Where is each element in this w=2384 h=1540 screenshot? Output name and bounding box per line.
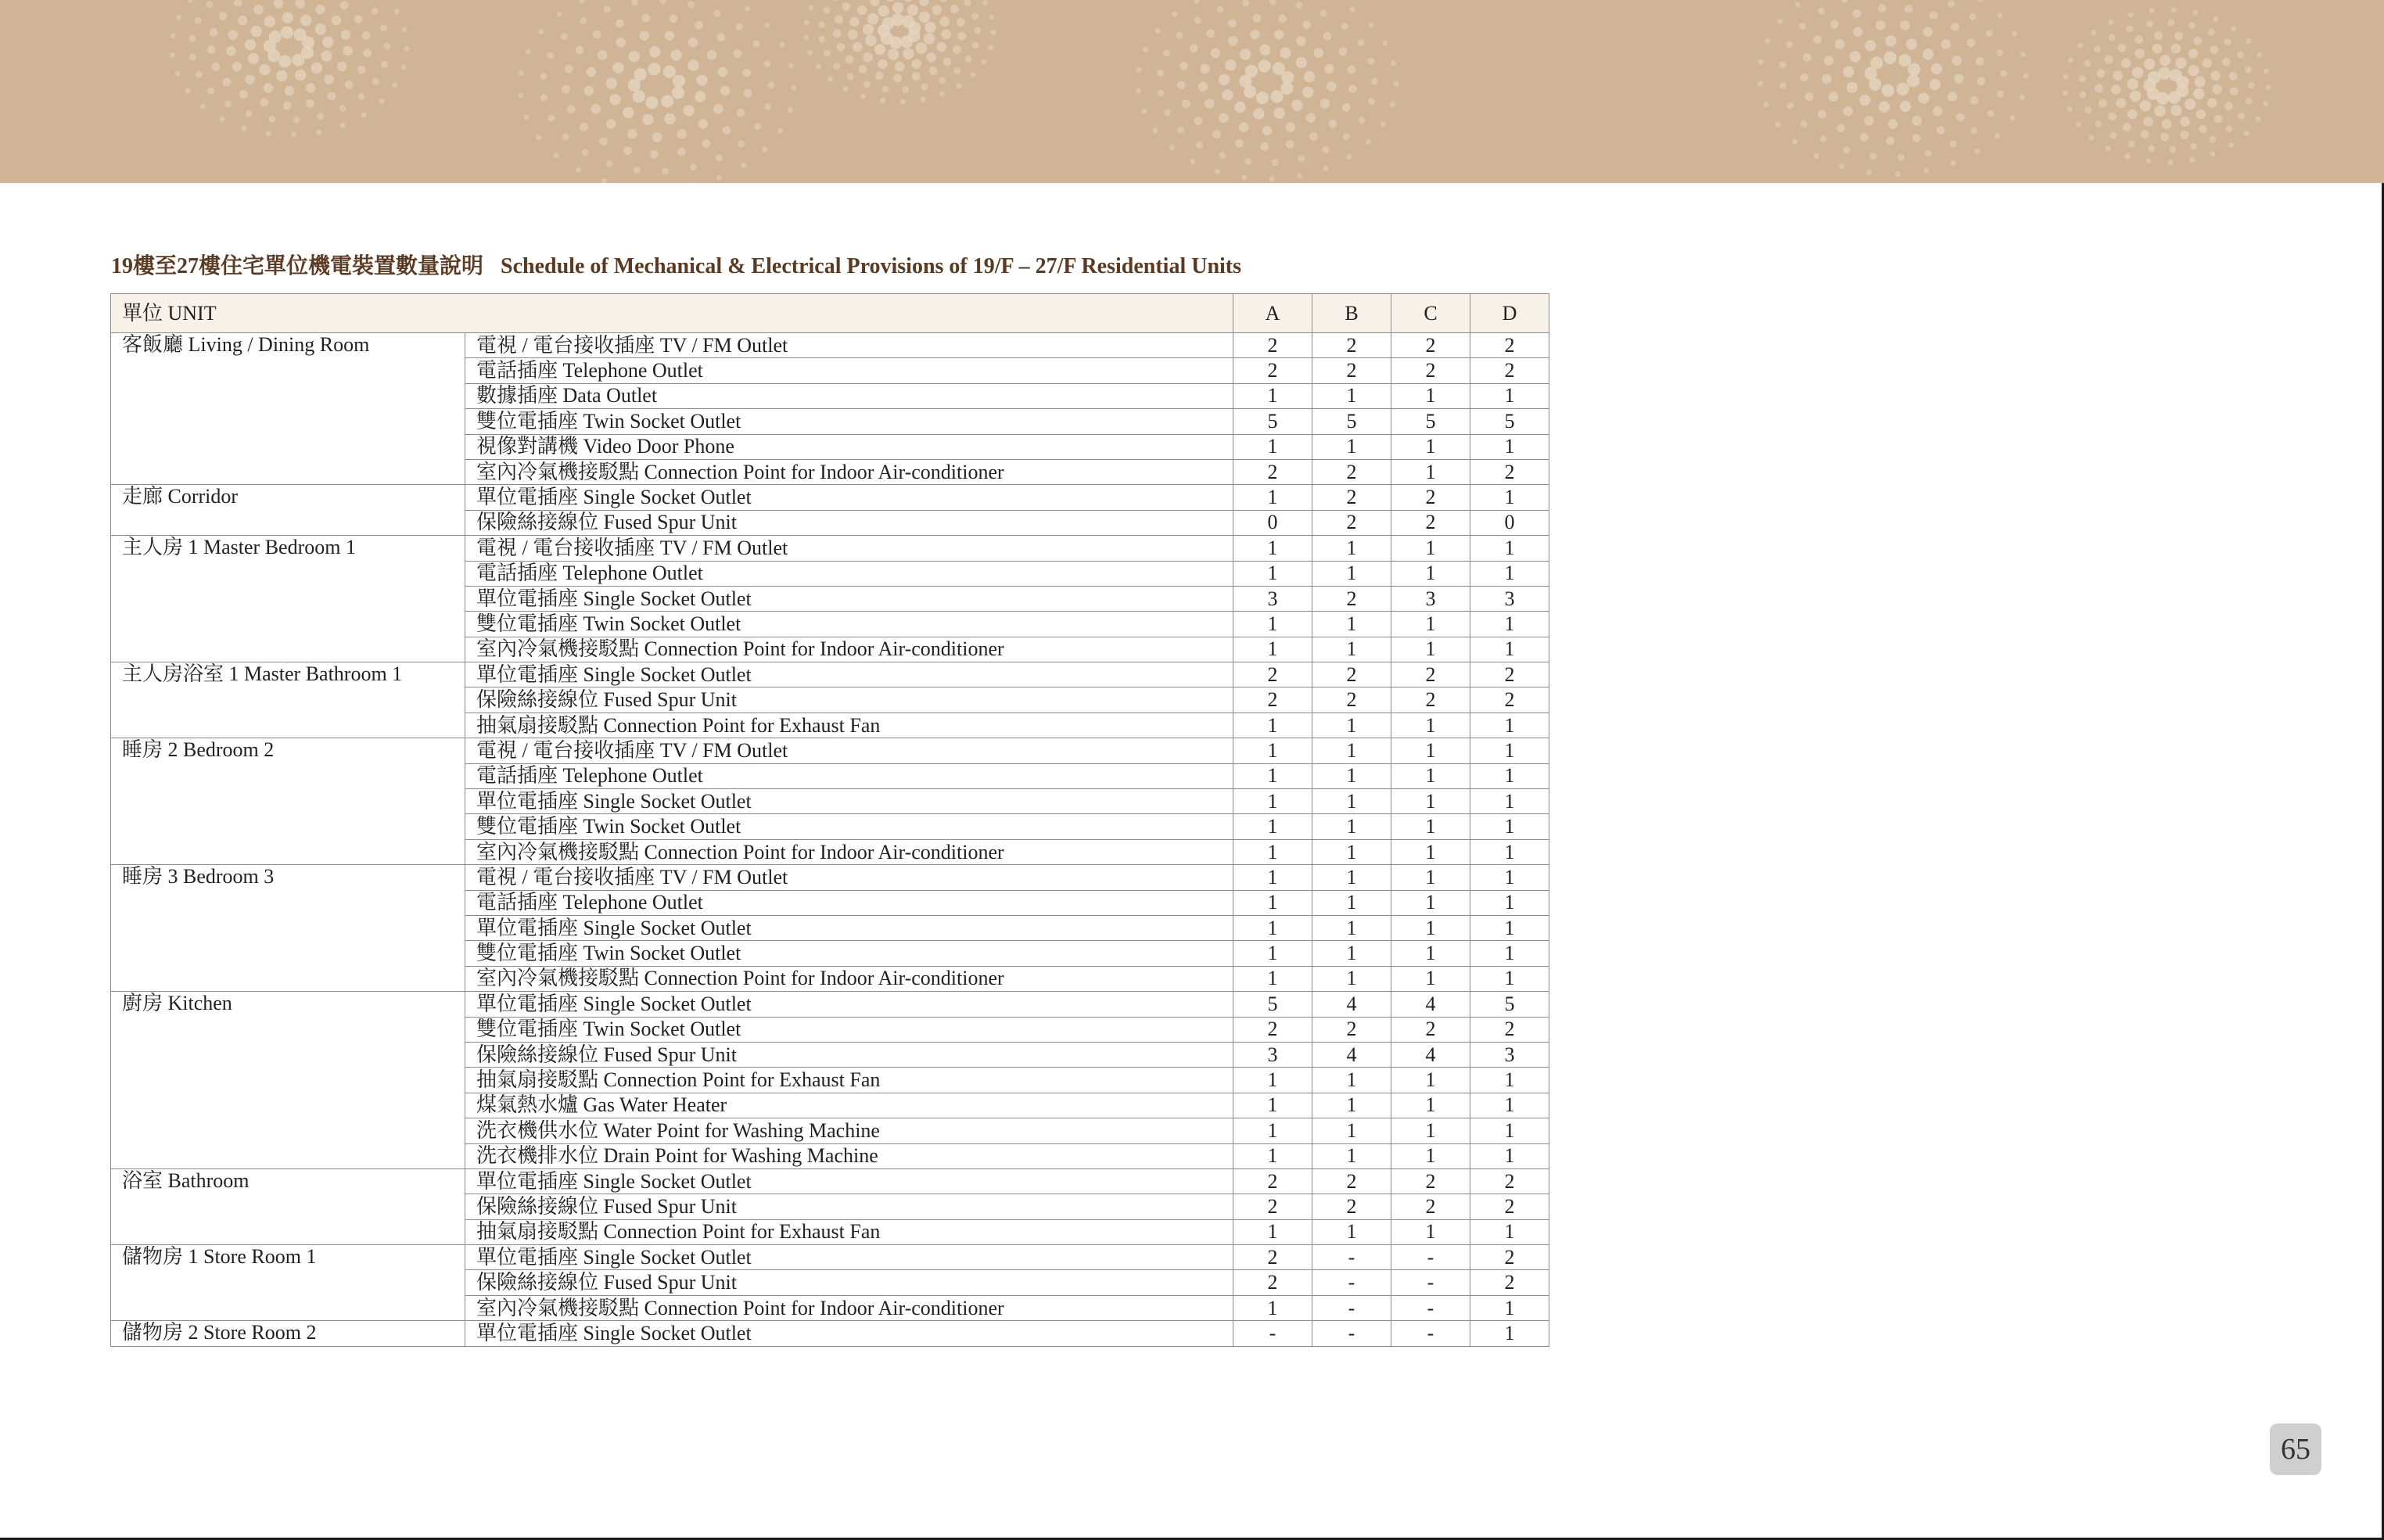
provision-item-cell: 保險絲接線位 Fused Spur Unit — [465, 687, 1233, 713]
room-name-cell: 走廊 Corridor — [111, 485, 465, 536]
page-title-zh: 19樓至27樓住宅單位機電裝置數量說明 — [111, 254, 484, 278]
quantity-cell-a: 1 — [1233, 637, 1312, 662]
quantity-cell-d: 1 — [1470, 1093, 1549, 1118]
quantity-cell-a: 1 — [1233, 1093, 1312, 1118]
header-unit-label: 單位 UNIT — [111, 294, 1233, 333]
table-row — [111, 1321, 1549, 1346]
provision-item-cell: 雙位電插座 Twin Socket Outlet — [465, 612, 1233, 637]
quantity-cell-c: - — [1391, 1270, 1470, 1295]
table-row — [111, 1168, 1549, 1194]
quantity-cell-b: 1 — [1312, 561, 1391, 586]
provision-item-cell: 電話插座 Telephone Outlet — [465, 561, 1233, 586]
quantity-cell-a: 1 — [1233, 383, 1312, 408]
quantity-cell-b: 1 — [1312, 915, 1391, 940]
provision-item-cell: 保險絲接線位 Fused Spur Unit — [465, 1270, 1233, 1295]
quantity-cell-d: 1 — [1470, 612, 1549, 637]
quantity-cell-c: 2 — [1391, 485, 1470, 510]
table-row — [111, 865, 1549, 890]
quantity-cell-b: 1 — [1312, 839, 1391, 864]
quantity-cell-d: 1 — [1470, 1219, 1549, 1244]
quantity-cell-c: 1 — [1391, 1143, 1470, 1168]
quantity-cell-b: 2 — [1312, 662, 1391, 687]
provisions-table — [110, 293, 1549, 1347]
quantity-cell-b: 4 — [1312, 992, 1391, 1017]
quantity-cell-b: - — [1312, 1270, 1391, 1295]
quantity-cell-c: - — [1391, 1295, 1470, 1320]
quantity-cell-a: 2 — [1233, 333, 1312, 358]
quantity-cell-a: 5 — [1233, 992, 1312, 1017]
header-column-b: B — [1312, 294, 1391, 333]
quantity-cell-d: 0 — [1470, 510, 1549, 535]
quantity-cell-b: 1 — [1312, 1068, 1391, 1093]
quantity-cell-b: - — [1312, 1245, 1391, 1270]
provision-item-cell: 保險絲接線位 Fused Spur Unit — [465, 510, 1233, 535]
quantity-cell-d: 3 — [1470, 586, 1549, 611]
quantity-cell-b: 5 — [1312, 409, 1391, 434]
quantity-cell-d: 1 — [1470, 1118, 1549, 1143]
room-name-cell: 廚房 Kitchen — [111, 992, 465, 1169]
quantity-cell-c: 1 — [1391, 561, 1470, 586]
quantity-cell-a: 1 — [1233, 1143, 1312, 1168]
quantity-cell-b: 2 — [1312, 485, 1391, 510]
room-name-cell: 睡房 3 Bedroom 3 — [111, 865, 465, 992]
quantity-cell-d: 1 — [1470, 763, 1549, 788]
dot-pattern-decoration — [0, 0, 2384, 183]
quantity-cell-a: 1 — [1233, 966, 1312, 991]
quantity-cell-c: 1 — [1391, 713, 1470, 738]
table-row — [111, 1245, 1549, 1270]
quantity-cell-d: 2 — [1470, 687, 1549, 713]
quantity-cell-c: 1 — [1391, 1093, 1470, 1118]
quantity-cell-c: 2 — [1391, 1194, 1470, 1219]
quantity-cell-a: 1 — [1233, 536, 1312, 561]
provision-item-cell: 單位電插座 Single Socket Outlet — [465, 789, 1233, 814]
quantity-cell-d: 1 — [1470, 485, 1549, 510]
quantity-cell-c: 1 — [1391, 763, 1470, 788]
provision-item-cell: 室內冷氣機接駁點 Connection Point for Indoor Air-conditioner — [465, 1295, 1233, 1320]
quantity-cell-c: 1 — [1391, 915, 1470, 940]
quantity-cell-d: 1 — [1470, 915, 1549, 940]
quantity-cell-c: 1 — [1391, 1219, 1470, 1244]
quantity-cell-b: 1 — [1312, 941, 1391, 966]
room-name-cell: 儲物房 1 Store Room 1 — [111, 1245, 465, 1321]
quantity-cell-c: 1 — [1391, 789, 1470, 814]
provision-item-cell: 抽氣扇接駁點 Connection Point for Exhaust Fan — [465, 713, 1233, 738]
room-name-cell: 儲物房 2 Store Room 2 — [111, 1321, 465, 1346]
quantity-cell-d: 1 — [1470, 738, 1549, 763]
quantity-cell-d: 1 — [1470, 561, 1549, 586]
page-number-badge: 65 — [2270, 1423, 2321, 1475]
quantity-cell-c: 1 — [1391, 1068, 1470, 1093]
quantity-cell-a: 2 — [1233, 1245, 1312, 1270]
quantity-cell-a: 5 — [1233, 409, 1312, 434]
quantity-cell-a: 1 — [1233, 789, 1312, 814]
quantity-cell-c: - — [1391, 1245, 1470, 1270]
quantity-cell-c: 1 — [1391, 814, 1470, 839]
quantity-cell-b: 1 — [1312, 865, 1391, 890]
provision-item-cell: 單位電插座 Single Socket Outlet — [465, 992, 1233, 1017]
provision-item-cell: 數據插座 Data Outlet — [465, 383, 1233, 408]
quantity-cell-b: 2 — [1312, 1168, 1391, 1194]
quantity-cell-c: 1 — [1391, 612, 1470, 637]
table-header-row — [111, 294, 1549, 333]
quantity-cell-b: 1 — [1312, 1093, 1391, 1118]
quantity-cell-c: 3 — [1391, 586, 1470, 611]
quantity-cell-a: 2 — [1233, 662, 1312, 687]
provision-item-cell: 洗衣機供水位 Water Point for Washing Machine — [465, 1118, 1233, 1143]
quantity-cell-b: 1 — [1312, 890, 1391, 915]
quantity-cell-b: 4 — [1312, 1042, 1391, 1067]
provision-item-cell: 室內冷氣機接駁點 Connection Point for Indoor Air-conditioner — [465, 966, 1233, 991]
quantity-cell-b: 2 — [1312, 1017, 1391, 1042]
provision-item-cell: 室內冷氣機接駁點 Connection Point for Indoor Air-conditioner — [465, 839, 1233, 864]
quantity-cell-d: 2 — [1470, 1194, 1549, 1219]
quantity-cell-a: 1 — [1233, 1219, 1312, 1244]
decorative-banner — [0, 0, 2384, 183]
quantity-cell-a: 1 — [1233, 1295, 1312, 1320]
header-column-c: C — [1391, 294, 1470, 333]
quantity-cell-a: 1 — [1233, 561, 1312, 586]
quantity-cell-c: 2 — [1391, 333, 1470, 358]
header-column-a: A — [1233, 294, 1312, 333]
quantity-cell-c: 2 — [1391, 510, 1470, 535]
quantity-cell-c: 2 — [1391, 687, 1470, 713]
quantity-cell-d: 2 — [1470, 358, 1549, 383]
quantity-cell-a: 2 — [1233, 358, 1312, 383]
quantity-cell-b: 1 — [1312, 1219, 1391, 1244]
quantity-cell-b: 1 — [1312, 637, 1391, 662]
quantity-cell-c: 1 — [1391, 941, 1470, 966]
quantity-cell-a: 2 — [1233, 459, 1312, 484]
quantity-cell-a: 2 — [1233, 1270, 1312, 1295]
quantity-cell-c: 1 — [1391, 839, 1470, 864]
provision-item-cell: 單位電插座 Single Socket Outlet — [465, 1245, 1233, 1270]
quantity-cell-c: 2 — [1391, 358, 1470, 383]
quantity-cell-a: 2 — [1233, 687, 1312, 713]
quantity-cell-b: 2 — [1312, 687, 1391, 713]
provision-item-cell: 單位電插座 Single Socket Outlet — [465, 1168, 1233, 1194]
provision-item-cell: 雙位電插座 Twin Socket Outlet — [465, 1017, 1233, 1042]
quantity-cell-a: 1 — [1233, 814, 1312, 839]
provision-item-cell: 室內冷氣機接駁點 Connection Point for Indoor Air-conditioner — [465, 459, 1233, 484]
room-name-cell: 浴室 Bathroom — [111, 1168, 465, 1244]
quantity-cell-b: 1 — [1312, 814, 1391, 839]
provision-item-cell: 煤氣熱水爐 Gas Water Heater — [465, 1093, 1233, 1118]
table-row — [111, 333, 1549, 358]
quantity-cell-d: 2 — [1470, 1245, 1549, 1270]
table-row — [111, 738, 1549, 763]
quantity-cell-c: 1 — [1391, 966, 1470, 991]
quantity-cell-a: 0 — [1233, 510, 1312, 535]
quantity-cell-a: 1 — [1233, 941, 1312, 966]
room-name-cell: 主人房 1 Master Bedroom 1 — [111, 536, 465, 662]
header-column-d: D — [1470, 294, 1549, 333]
quantity-cell-a: 3 — [1233, 1042, 1312, 1067]
quantity-cell-d: 1 — [1470, 839, 1549, 864]
provision-item-cell: 單位電插座 Single Socket Outlet — [465, 1321, 1233, 1346]
quantity-cell-c: 1 — [1391, 536, 1470, 561]
quantity-cell-b: 1 — [1312, 612, 1391, 637]
quantity-cell-b: 1 — [1312, 713, 1391, 738]
quantity-cell-b: 1 — [1312, 966, 1391, 991]
quantity-cell-c: 1 — [1391, 865, 1470, 890]
quantity-cell-a: - — [1233, 1321, 1312, 1346]
quantity-cell-a: 1 — [1233, 485, 1312, 510]
quantity-cell-b: 2 — [1312, 358, 1391, 383]
quantity-cell-c: 1 — [1391, 890, 1470, 915]
quantity-cell-c: 1 — [1391, 1118, 1470, 1143]
provision-item-cell: 單位電插座 Single Socket Outlet — [465, 586, 1233, 611]
provision-item-cell: 保險絲接線位 Fused Spur Unit — [465, 1042, 1233, 1067]
quantity-cell-c: 1 — [1391, 459, 1470, 484]
quantity-cell-a: 1 — [1233, 713, 1312, 738]
quantity-cell-c: 1 — [1391, 383, 1470, 408]
provision-item-cell: 保險絲接線位 Fused Spur Unit — [465, 1194, 1233, 1219]
provision-item-cell: 電視 / 電台接收插座 TV / FM Outlet — [465, 865, 1233, 890]
quantity-cell-c: 1 — [1391, 637, 1470, 662]
quantity-cell-b: 1 — [1312, 434, 1391, 459]
table-body — [111, 333, 1549, 1347]
table-row — [111, 485, 1549, 510]
quantity-cell-a: 1 — [1233, 890, 1312, 915]
room-name-cell: 睡房 2 Bedroom 2 — [111, 738, 465, 865]
quantity-cell-d: 2 — [1470, 1270, 1549, 1295]
quantity-cell-b: 1 — [1312, 1143, 1391, 1168]
quantity-cell-d: 1 — [1470, 966, 1549, 991]
quantity-cell-d: 1 — [1470, 1143, 1549, 1168]
quantity-cell-a: 1 — [1233, 738, 1312, 763]
quantity-cell-a: 1 — [1233, 612, 1312, 637]
quantity-cell-d: 1 — [1470, 383, 1549, 408]
provision-item-cell: 視像對講機 Video Door Phone — [465, 434, 1233, 459]
quantity-cell-d: 1 — [1470, 789, 1549, 814]
table-row — [111, 992, 1549, 1017]
provision-item-cell: 單位電插座 Single Socket Outlet — [465, 662, 1233, 687]
quantity-cell-d: 1 — [1470, 1295, 1549, 1320]
quantity-cell-d: 1 — [1470, 1321, 1549, 1346]
quantity-cell-c: 1 — [1391, 434, 1470, 459]
quantity-cell-a: 2 — [1233, 1194, 1312, 1219]
quantity-cell-d: 1 — [1470, 814, 1549, 839]
quantity-cell-d: 1 — [1470, 637, 1549, 662]
quantity-cell-c: 2 — [1391, 1017, 1470, 1042]
provision-item-cell: 抽氣扇接駁點 Connection Point for Exhaust Fan — [465, 1219, 1233, 1244]
quantity-cell-d: 2 — [1470, 662, 1549, 687]
provision-item-cell: 雙位電插座 Twin Socket Outlet — [465, 409, 1233, 434]
quantity-cell-d: 5 — [1470, 409, 1549, 434]
table-row — [111, 536, 1549, 561]
quantity-cell-a: 3 — [1233, 586, 1312, 611]
quantity-cell-b: 1 — [1312, 383, 1391, 408]
quantity-cell-b: 2 — [1312, 586, 1391, 611]
provision-item-cell: 雙位電插座 Twin Socket Outlet — [465, 941, 1233, 966]
quantity-cell-d: 2 — [1470, 1017, 1549, 1042]
provision-item-cell: 洗衣機排水位 Drain Point for Washing Machine — [465, 1143, 1233, 1168]
quantity-cell-a: 1 — [1233, 915, 1312, 940]
quantity-cell-d: 1 — [1470, 1068, 1549, 1093]
provision-item-cell: 室內冷氣機接駁點 Connection Point for Indoor Air-conditioner — [465, 637, 1233, 662]
quantity-cell-d: 1 — [1470, 865, 1549, 890]
page-title — [111, 249, 1241, 280]
quantity-cell-b: 1 — [1312, 738, 1391, 763]
quantity-cell-c: 5 — [1391, 409, 1470, 434]
provision-item-cell: 雙位電插座 Twin Socket Outlet — [465, 814, 1233, 839]
quantity-cell-b: - — [1312, 1295, 1391, 1320]
quantity-cell-d: 5 — [1470, 992, 1549, 1017]
quantity-cell-d: 1 — [1470, 536, 1549, 561]
quantity-cell-a: 1 — [1233, 1068, 1312, 1093]
quantity-cell-b: 2 — [1312, 459, 1391, 484]
quantity-cell-b: 1 — [1312, 789, 1391, 814]
quantity-cell-d: 1 — [1470, 890, 1549, 915]
provision-item-cell: 抽氣扇接駁點 Connection Point for Exhaust Fan — [465, 1068, 1233, 1093]
room-name-cell: 客飯廳 Living / Dining Room — [111, 333, 465, 485]
provision-item-cell: 電視 / 電台接收插座 TV / FM Outlet — [465, 738, 1233, 763]
quantity-cell-a: 2 — [1233, 1168, 1312, 1194]
quantity-cell-d: 1 — [1470, 941, 1549, 966]
quantity-cell-b: 2 — [1312, 1194, 1391, 1219]
quantity-cell-b: 2 — [1312, 510, 1391, 535]
quantity-cell-d: 2 — [1470, 1168, 1549, 1194]
provision-item-cell: 電話插座 Telephone Outlet — [465, 890, 1233, 915]
provision-item-cell: 電視 / 電台接收插座 TV / FM Outlet — [465, 536, 1233, 561]
provision-item-cell: 單位電插座 Single Socket Outlet — [465, 915, 1233, 940]
provision-item-cell: 電話插座 Telephone Outlet — [465, 763, 1233, 788]
table-row — [111, 662, 1549, 687]
quantity-cell-c: 2 — [1391, 1168, 1470, 1194]
quantity-cell-c: 2 — [1391, 662, 1470, 687]
page-title-en: Schedule of Mechanical & Electrical Provisions of 19/F – 27/F Residential Units — [501, 254, 1242, 278]
quantity-cell-a: 1 — [1233, 1118, 1312, 1143]
quantity-cell-d: 2 — [1470, 459, 1549, 484]
quantity-cell-a: 2 — [1233, 1017, 1312, 1042]
quantity-cell-c: - — [1391, 1321, 1470, 1346]
quantity-cell-a: 1 — [1233, 865, 1312, 890]
quantity-cell-d: 1 — [1470, 434, 1549, 459]
quantity-cell-d: 3 — [1470, 1042, 1549, 1067]
provision-item-cell: 電視 / 電台接收插座 TV / FM Outlet — [465, 333, 1233, 358]
quantity-cell-c: 4 — [1391, 1042, 1470, 1067]
quantity-cell-a: 1 — [1233, 434, 1312, 459]
provision-item-cell: 單位電插座 Single Socket Outlet — [465, 485, 1233, 510]
quantity-cell-a: 1 — [1233, 839, 1312, 864]
provision-item-cell: 電話插座 Telephone Outlet — [465, 358, 1233, 383]
quantity-cell-b: 1 — [1312, 763, 1391, 788]
quantity-cell-b: 2 — [1312, 333, 1391, 358]
quantity-cell-d: 1 — [1470, 713, 1549, 738]
quantity-cell-d: 2 — [1470, 333, 1549, 358]
quantity-cell-b: 1 — [1312, 1118, 1391, 1143]
room-name-cell: 主人房浴室 1 Master Bathroom 1 — [111, 662, 465, 738]
quantity-cell-a: 1 — [1233, 763, 1312, 788]
quantity-cell-c: 4 — [1391, 992, 1470, 1017]
quantity-cell-c: 1 — [1391, 738, 1470, 763]
quantity-cell-b: 1 — [1312, 536, 1391, 561]
quantity-cell-b: - — [1312, 1321, 1391, 1346]
